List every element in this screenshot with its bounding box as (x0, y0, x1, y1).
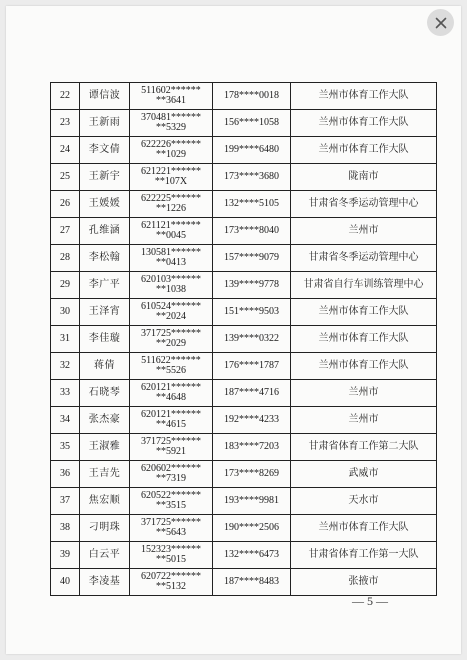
id-number (130, 245, 213, 272)
table-row (51, 245, 437, 272)
work-unit: 兰州市 (291, 380, 437, 407)
work-unit: 兰州市体育工作大队 (291, 110, 437, 137)
table-row (51, 110, 437, 137)
table-row (51, 137, 437, 164)
id-number (130, 218, 213, 245)
id-number-part2: **7319 (156, 473, 186, 484)
id-number-part1: 621121****** (141, 220, 201, 231)
row-number: 27 (51, 218, 80, 245)
id-number-part2: **4615 (156, 419, 186, 430)
close-icon (435, 17, 447, 29)
row-number: 33 (51, 380, 80, 407)
id-number-part2: **2029 (156, 338, 186, 349)
work-unit: 兰州市体育工作大队 (291, 137, 437, 164)
work-unit: 甘肃省体育工作第一大队 (291, 542, 437, 569)
athlete-name: 白云平 (80, 542, 130, 569)
id-number (130, 299, 213, 326)
id-number-part2: **1038 (156, 284, 186, 295)
table-row (51, 569, 437, 596)
phone-number: 151****9503 (213, 299, 291, 326)
athlete-name: 李广平 (80, 272, 130, 299)
table-row (51, 542, 437, 569)
row-number: 35 (51, 434, 80, 461)
athlete-name: 李佳璇 (80, 326, 130, 353)
work-unit: 兰州市体育工作大队 (291, 299, 437, 326)
phone-number: 173****3680 (213, 164, 291, 191)
id-number (130, 434, 213, 461)
work-unit: 张掖市 (291, 569, 437, 596)
id-number-part1: 511602****** (141, 85, 201, 96)
work-unit: 兰州市体育工作大队 (291, 326, 437, 353)
id-number-part1: 370481****** (141, 112, 201, 123)
work-unit: 武威市 (291, 461, 437, 488)
row-number: 25 (51, 164, 80, 191)
id-number-part1: 371725****** (141, 436, 201, 447)
phone-number: 183****7203 (213, 434, 291, 461)
id-number-part1: 620602****** (141, 463, 201, 474)
table-row (51, 164, 437, 191)
id-number-part1: 371725****** (141, 328, 201, 339)
phone-number: 176****1787 (213, 353, 291, 380)
id-number (130, 164, 213, 191)
phone-number: 132****5105 (213, 191, 291, 218)
id-number-part1: 371725****** (141, 517, 201, 528)
id-number-part1: 620722****** (141, 571, 201, 582)
athlete-name: 李凌基 (80, 569, 130, 596)
id-number (130, 515, 213, 542)
table-row (51, 434, 437, 461)
id-number (130, 353, 213, 380)
id-number (130, 137, 213, 164)
athlete-name: 张杰豪 (80, 407, 130, 434)
id-number (130, 272, 213, 299)
row-number: 38 (51, 515, 80, 542)
table-row (51, 272, 437, 299)
id-number-part2: **2024 (156, 311, 186, 322)
phone-number: 192****4233 (213, 407, 291, 434)
id-number (130, 110, 213, 137)
work-unit: 兰州市体育工作大队 (291, 353, 437, 380)
row-number: 22 (51, 83, 80, 110)
athlete-name: 王吉先 (80, 461, 130, 488)
id-number-part1: 620522****** (141, 490, 201, 501)
phone-number: 139****9778 (213, 272, 291, 299)
id-number (130, 407, 213, 434)
id-number-part2: **0045 (156, 230, 186, 241)
id-number-part2: **107X (154, 176, 188, 187)
page-number: — 5 — (352, 594, 388, 608)
work-unit: 兰州市 (291, 407, 437, 434)
id-number-part2: **3515 (156, 500, 186, 511)
athlete-name: 蒋倩 (80, 353, 130, 380)
phone-number: 193****9981 (213, 488, 291, 515)
athlete-name: 刁明珠 (80, 515, 130, 542)
id-number-part2: **0413 (156, 257, 186, 268)
id-number-part1: 622225****** (141, 193, 201, 204)
phone-number: 187****8483 (213, 569, 291, 596)
row-number: 30 (51, 299, 80, 326)
id-number-part1: 130581****** (141, 247, 201, 258)
athlete-name: 孔维涵 (80, 218, 130, 245)
table-row (51, 515, 437, 542)
table-row (51, 353, 437, 380)
work-unit: 兰州市体育工作大队 (291, 83, 437, 110)
row-number: 40 (51, 569, 80, 596)
row-number: 28 (51, 245, 80, 272)
athlete-name: 焦宏顺 (80, 488, 130, 515)
table-row (51, 83, 437, 110)
table-row (51, 218, 437, 245)
id-number-part1: 620103****** (141, 274, 201, 285)
id-number-part1: 621221****** (141, 166, 201, 177)
id-number-part2: **5015 (156, 554, 186, 565)
id-number (130, 488, 213, 515)
athlete-name: 李文倩 (80, 137, 130, 164)
id-number (130, 542, 213, 569)
row-number: 36 (51, 461, 80, 488)
table-row (51, 191, 437, 218)
work-unit: 甘肃省自行车训练管理中心 (291, 272, 437, 299)
id-number-part2: **4648 (156, 392, 186, 403)
row-number: 32 (51, 353, 80, 380)
id-number (130, 83, 213, 110)
id-number (130, 461, 213, 488)
row-number: 24 (51, 137, 80, 164)
athlete-name: 王新宇 (80, 164, 130, 191)
id-number-part1: 620121****** (141, 382, 201, 393)
table-row (51, 299, 437, 326)
id-number-part2: **1226 (156, 203, 186, 214)
roster-table (50, 82, 437, 596)
id-number (130, 191, 213, 218)
work-unit: 甘肃省体育工作第二大队 (291, 434, 437, 461)
work-unit: 甘肃省冬季运动管理中心 (291, 191, 437, 218)
id-number-part2: **3641 (156, 95, 186, 106)
id-number (130, 569, 213, 596)
row-number: 26 (51, 191, 80, 218)
id-number-part1: 152323****** (141, 544, 201, 555)
table-row (51, 488, 437, 515)
id-number-part2: **5132 (156, 581, 186, 592)
row-number: 34 (51, 407, 80, 434)
work-unit: 兰州市体育工作大队 (291, 515, 437, 542)
id-number-part2: **1029 (156, 149, 186, 160)
row-number: 39 (51, 542, 80, 569)
id-number-part2: **5643 (156, 527, 186, 538)
athlete-name: 王泽宵 (80, 299, 130, 326)
work-unit: 天水市 (291, 488, 437, 515)
athlete-name: 李松翰 (80, 245, 130, 272)
phone-number: 199****6480 (213, 137, 291, 164)
phone-number: 156****1058 (213, 110, 291, 137)
work-unit: 陇南市 (291, 164, 437, 191)
id-number-part2: **5526 (156, 365, 186, 376)
phone-number: 173****8040 (213, 218, 291, 245)
phone-number: 157****9079 (213, 245, 291, 272)
phone-number: 132****6473 (213, 542, 291, 569)
table-row (51, 461, 437, 488)
athlete-name: 王新雨 (80, 110, 130, 137)
id-number-part2: **5329 (156, 122, 186, 133)
athlete-name: 王媛媛 (80, 191, 130, 218)
close-button[interactable] (427, 9, 454, 36)
phone-number: 173****8269 (213, 461, 291, 488)
id-number-part1: 620121****** (141, 409, 201, 420)
athlete-name: 谭信波 (80, 83, 130, 110)
table-row (51, 380, 437, 407)
row-number: 31 (51, 326, 80, 353)
roster-table-body (51, 83, 437, 596)
work-unit: 兰州市 (291, 218, 437, 245)
id-number-part1: 610524****** (141, 301, 201, 312)
table-row (51, 326, 437, 353)
phone-number: 139****0322 (213, 326, 291, 353)
row-number: 23 (51, 110, 80, 137)
id-number (130, 326, 213, 353)
phone-number: 187****4716 (213, 380, 291, 407)
athlete-name: 王淑雅 (80, 434, 130, 461)
work-unit: 甘肃省冬季运动管理中心 (291, 245, 437, 272)
row-number: 37 (51, 488, 80, 515)
id-number (130, 380, 213, 407)
id-number-part1: 511622****** (141, 355, 201, 366)
row-number: 29 (51, 272, 80, 299)
phone-number: 190****2506 (213, 515, 291, 542)
phone-number: 178****0018 (213, 83, 291, 110)
id-number-part1: 622226****** (141, 139, 201, 150)
id-number-part2: **5921 (156, 446, 186, 457)
table-row (51, 407, 437, 434)
athlete-name: 石晓琴 (80, 380, 130, 407)
